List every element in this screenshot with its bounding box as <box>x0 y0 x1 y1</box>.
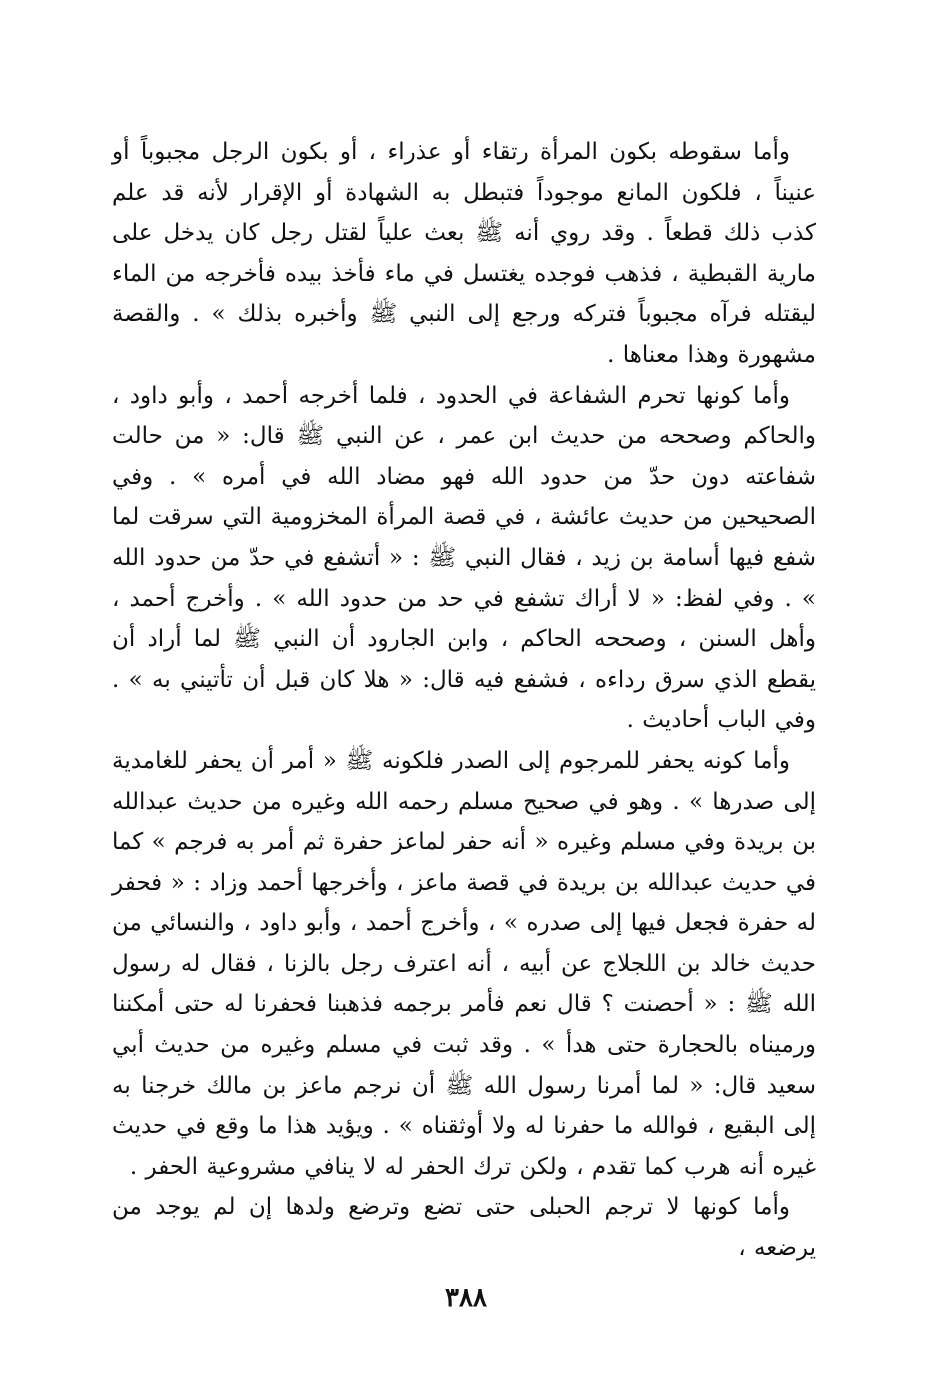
paragraph-4: وأما كونها لا ترجم الحبلى حتى تضع وترضع ولدها إن لم يوجد من يرضعه ، <box>112 1194 816 1262</box>
paragraph-2: وأما كونها تحرم الشفاعة في الحدود ، فلما أخرجه أحمد ، وأبو داود ، والحاكم وصححه من حديث ابن عمر ، عن النبي ﷺ قال: « من حالت شفاعته دون حدّ من حدود الله فهو مضاد الله في أمره » . وفي الصحيحين من حديث عائشة ، في قصة المرأة المخزومية التي سرقت لما شفع فيها أسامة بن زيد ، فقال النبي ﷺ : « أتشفع في حدّ من حدود الله » . وفي لفظ: « لا أراك تشفع في حد من حدود الله » . وأخرج أحمد ، وأهل السنن ، وصححه الحاكم ، وابن الجارود أن النبي ﷺ لما أراد أن يقطع الذي سرق رداءه ، فشفع فيه قال: « هلا كان قبل أن تأتيني به » . وفي الباب أحاديث . <box>112 382 817 734</box>
paragraph-3: وأما كونه يحفر للمرجوم إلى الصدر فلكونه ﷺ « أمر أن يحفر للغامدية إلى صدرها » . وهو في صحيح مسلم رحمه الله وغيره من حديث عبدالله بن بريدة وفي مسلم وغيره « أنه حفر لماعز حفرة ثم أمر به فرجم » كما في حديث عبدالله بن بريدة في قصة ماعز ، وأخرجها أحمد وزاد : « فحفر له حفرة فجعل فيها إلى صدره » ، وأخرج أحمد ، وأبو داود ، والنسائي من حديث خالد بن اللجلاج عن أبيه ، أنه اعترف رجل بالزنا ، فقال له رسول الله ﷺ : « أحصنت ؟ قال نعم فأمر برجمه فذهبنا فحفرنا له حتى أمكننا ورميناه بالحجارة حتى هدأ » . وقد ثبت في مسلم وغيره من حديث أبي سعيد قال: « لما أمرنا رسول الله ﷺ أن نرجم ماعز بن مالك خرجنا به إلى البقيع ، فوالله ما حفرنا له ولا أوثقناه » . ويؤيد هذا ما وقع في حديث غيره أنه هرب كما تقدم ، ولكن ترك الحفر له لا ينافي مشروعية الحفر . <box>112 747 816 1180</box>
paragraph-1: وأما سقوطه بكون المرأة رتقاء أو عذراء ، أو بكون الرجل مجبوباً أو عنيناً ، فلكون المانع موجوداً فتبطل به الشهادة أو الإقرار لأنه قد علم كذب ذلك قطعاً . وقد روي أنه ﷺ بعث علياً لقتل رجل كان يدخل على مارية القبطية ، فذهب فوجده يغتسل في ماء فأخذ بيده فأخرجه من الماء ليقتله فرآه مجبوباً فتركه ورجع إلى النبي ﷺ وأخبره بذلك » . والقصة مشهورة وهذا معناها . <box>112 139 816 368</box>
page-body <box>112 132 816 1269</box>
page-number: ٣٨٨ <box>445 1283 487 1313</box>
